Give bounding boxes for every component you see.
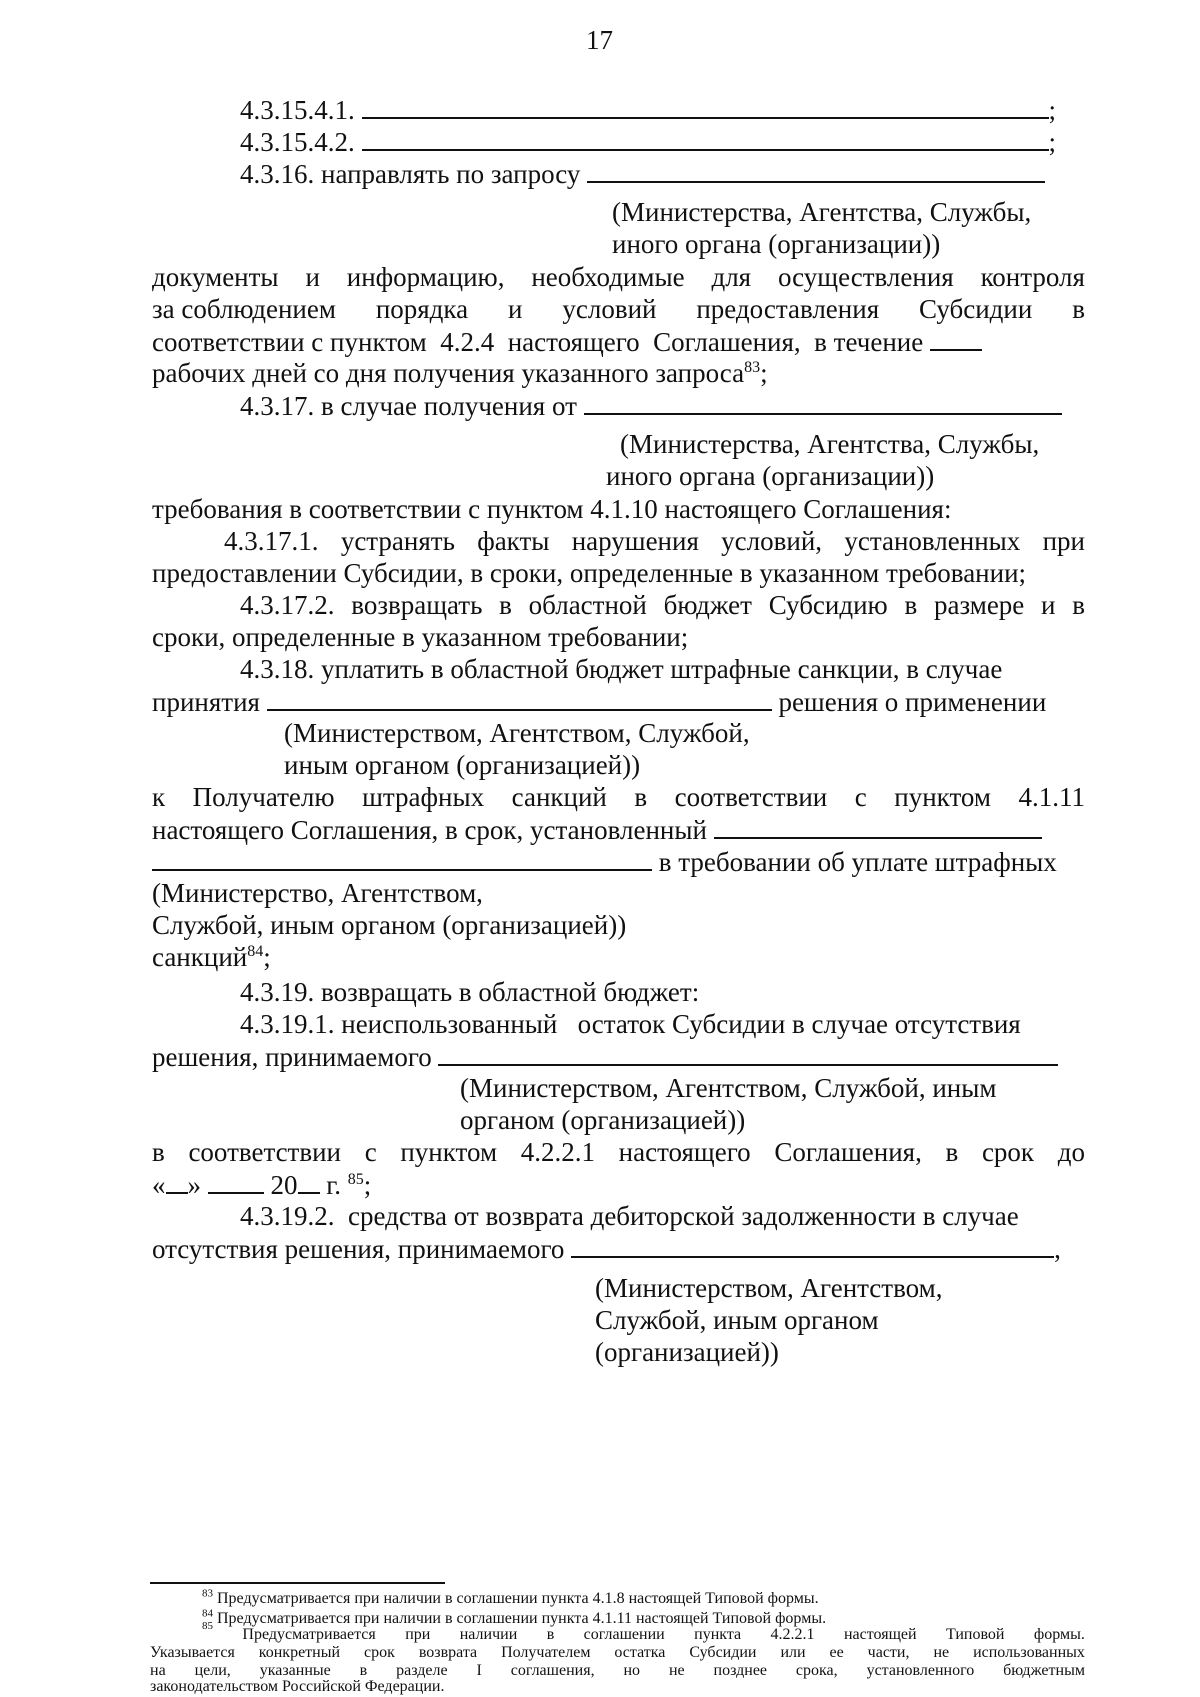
paragraph-line: требования в соответствии с пунктом 4.1.10 настоящего Соглашения: <box>152 494 952 524</box>
ministry-caption: (Министерства, Агентства, Службы, <box>612 197 1032 227</box>
item-4-3-15-4-1: 4.3.15.4.1. ; <box>240 95 1057 125</box>
footnote-word: Предусматривается <box>242 1626 376 1643</box>
ministry-caption: иного органа (организации)) <box>612 229 941 259</box>
ministry-caption: (Министерство, Агентством, <box>152 878 483 908</box>
blank-line <box>571 1232 1054 1258</box>
paragraph-line: за соблюдением порядка и условий предоставления Субсидии в <box>152 294 1085 324</box>
footnote-word: не <box>668 1662 685 1679</box>
blank-line <box>587 157 1045 183</box>
footnote-ref: 84 <box>247 943 264 960</box>
paragraph-line: документы и информацию, необходимые для осуществления контроля <box>152 262 1085 292</box>
ministry-caption: иного органа (организации)) <box>606 461 935 491</box>
footnote-word: бюджетным <box>1003 1662 1085 1679</box>
paragraph-line: соответствии с пунктом 4.2.4 настоящего Соглашения, в течение <box>152 325 982 357</box>
ministry-caption: (Министерством, Агентством, Службой, иным <box>460 1073 997 1103</box>
paragraph-line: настоящего Соглашения, в срок, установленный <box>152 813 1042 845</box>
ministry-caption: Службой, иным органом (организацией)) <box>152 910 627 940</box>
footnote-word: срок <box>364 1644 395 1661</box>
footnote-word: формы. <box>1033 1626 1085 1643</box>
footnote-85-line: законодательством Российской Федерации. <box>150 1678 445 1695</box>
footnote-word: пункта <box>694 1626 742 1643</box>
footnote-85-line <box>202 1620 1085 1644</box>
footnote-word: при <box>405 1626 431 1643</box>
footnote-word: использованных <box>973 1644 1085 1661</box>
ministry-caption: (Министерства, Агентства, Службы, <box>620 429 1040 459</box>
item-4-3-19-1: 4.3.19.1. неиспользованный остаток Субсидии в случае отсутствия <box>240 1009 1021 1039</box>
item-4-3-19: 4.3.19. возвращать в областной бюджет: <box>240 977 700 1007</box>
item-4-3-17-1: 4.3.17.1. устранять факты нарушения условий, установленных при <box>224 526 1085 556</box>
footnote-word: не <box>933 1644 950 1661</box>
footnote-word: но <box>623 1662 641 1679</box>
blank-line <box>930 325 982 351</box>
footnote-word: в <box>359 1662 368 1679</box>
ministry-caption: иным органом (организацией)) <box>284 750 641 780</box>
ministry-caption: органом (организацией)) <box>460 1105 746 1135</box>
footnote-ref: 83 <box>744 359 761 376</box>
footnote-word: Субсидии <box>689 1644 757 1661</box>
item-4-3-15-4-2: 4.3.15.4.2. ; <box>240 127 1057 157</box>
footnote-word: позднее <box>713 1662 768 1679</box>
footnote-word: или <box>780 1644 806 1661</box>
footnote-separator <box>150 1582 445 1584</box>
footnote-word: соглашении <box>583 1626 665 1643</box>
paragraph-line: предоставлении Субсидии, в сроки, определенные в указанном требовании; <box>152 558 1027 588</box>
footnote-word: разделе <box>396 1662 448 1679</box>
blank-line <box>714 813 1042 839</box>
item-4-3-17: 4.3.17. в случае получения от <box>240 389 1062 421</box>
paragraph-line: отсутствия решения, принимаемого , <box>152 1234 1061 1264</box>
footnote-83: $^{83}$ Предусматривается при наличии в соглашении пункта 4.1.8 настоящей Типовой формы. <box>202 1587 819 1607</box>
footnote-84: $^{84}$ Предусматривается при наличии в соглашении пункта 4.1.11 настоящей Типовой формы. <box>202 1607 827 1627</box>
footnote-word: на <box>150 1662 166 1679</box>
footnote-word: Получателем <box>501 1644 591 1661</box>
footnote-word: ее <box>829 1644 844 1661</box>
footnote-word: Типовой <box>945 1626 1005 1643</box>
paragraph-line: рабочих дней со дня получения указанного запроса$^{83}$; <box>152 358 768 388</box>
footnote-number: 85 <box>202 1620 213 1632</box>
footnote-word: указанные <box>259 1662 331 1679</box>
blank-line <box>298 1168 320 1194</box>
ministry-caption: (организацией)) <box>595 1337 779 1367</box>
paragraph-line: в соответствии с пунктом 4.2.2.1 настоящего Соглашения, в срок до <box>152 1137 1085 1167</box>
blank-line <box>267 685 772 711</box>
ministry-caption: Службой, иным органом <box>595 1305 879 1335</box>
item-4-3-16: 4.3.16. направлять по запросу <box>240 157 1045 189</box>
footnote-ref: 85 <box>347 1171 364 1188</box>
blank-line <box>438 1040 1058 1066</box>
item-4-3-19-2: 4.3.19.2. средства от возврата дебиторской задолженности в случае <box>240 1201 1019 1231</box>
item-4-3-18: 4.3.18. уплатить в областной бюджет штрафные санкции, в случае <box>240 654 1003 684</box>
paragraph-line: в требовании об уплате штрафных <box>152 845 1057 877</box>
footnote-word: Указывается <box>150 1644 235 1661</box>
footnote-word: соглашения, <box>510 1662 595 1679</box>
blank-line <box>166 1168 188 1194</box>
paragraph-line: санкций$^{84}$; <box>152 942 271 972</box>
paragraph-line: сроки, определенные в указанном требовании; <box>152 622 689 652</box>
blank-line <box>362 125 1049 151</box>
date-line: « » 20 г. $^{85}$; <box>152 1170 372 1200</box>
blank-line <box>584 389 1062 415</box>
footnote-word: возврата <box>418 1644 478 1661</box>
blank-line <box>362 93 1049 119</box>
paragraph-line: решения, принимаемого <box>152 1040 1058 1072</box>
footnote-word: цели, <box>194 1662 231 1679</box>
footnote-85-line <box>150 1644 1085 1662</box>
ministry-caption: (Министерством, Агентством, Службой, <box>284 718 750 748</box>
page-number: 17 <box>586 25 613 55</box>
ministry-caption: (Министерством, Агентством, <box>595 1273 943 1303</box>
footnote-word: в <box>546 1626 555 1643</box>
footnote-word: остатка <box>614 1644 666 1661</box>
paragraph-line: принятия решения о применении <box>152 687 1047 717</box>
footnote-word: настоящей <box>843 1626 917 1643</box>
footnote-word: установленного <box>866 1662 975 1679</box>
footnote-word: конкретный <box>258 1644 341 1661</box>
blank-line <box>208 1168 264 1194</box>
footnote-word: I <box>476 1662 482 1679</box>
item-4-3-17-2: 4.3.17.2. возвращать в областной бюджет Субсидию в размере и в <box>240 590 1085 620</box>
footnote-word: срока, <box>795 1662 838 1679</box>
paragraph-line: к Получателю штрафных санкций в соответствии с пунктом 4.1.11 <box>152 782 1085 812</box>
footnote-word: части, <box>867 1644 910 1661</box>
footnote-word: 4.2.2.1 <box>770 1626 815 1643</box>
blank-line <box>152 845 652 871</box>
footnote-word: наличии <box>459 1626 518 1643</box>
